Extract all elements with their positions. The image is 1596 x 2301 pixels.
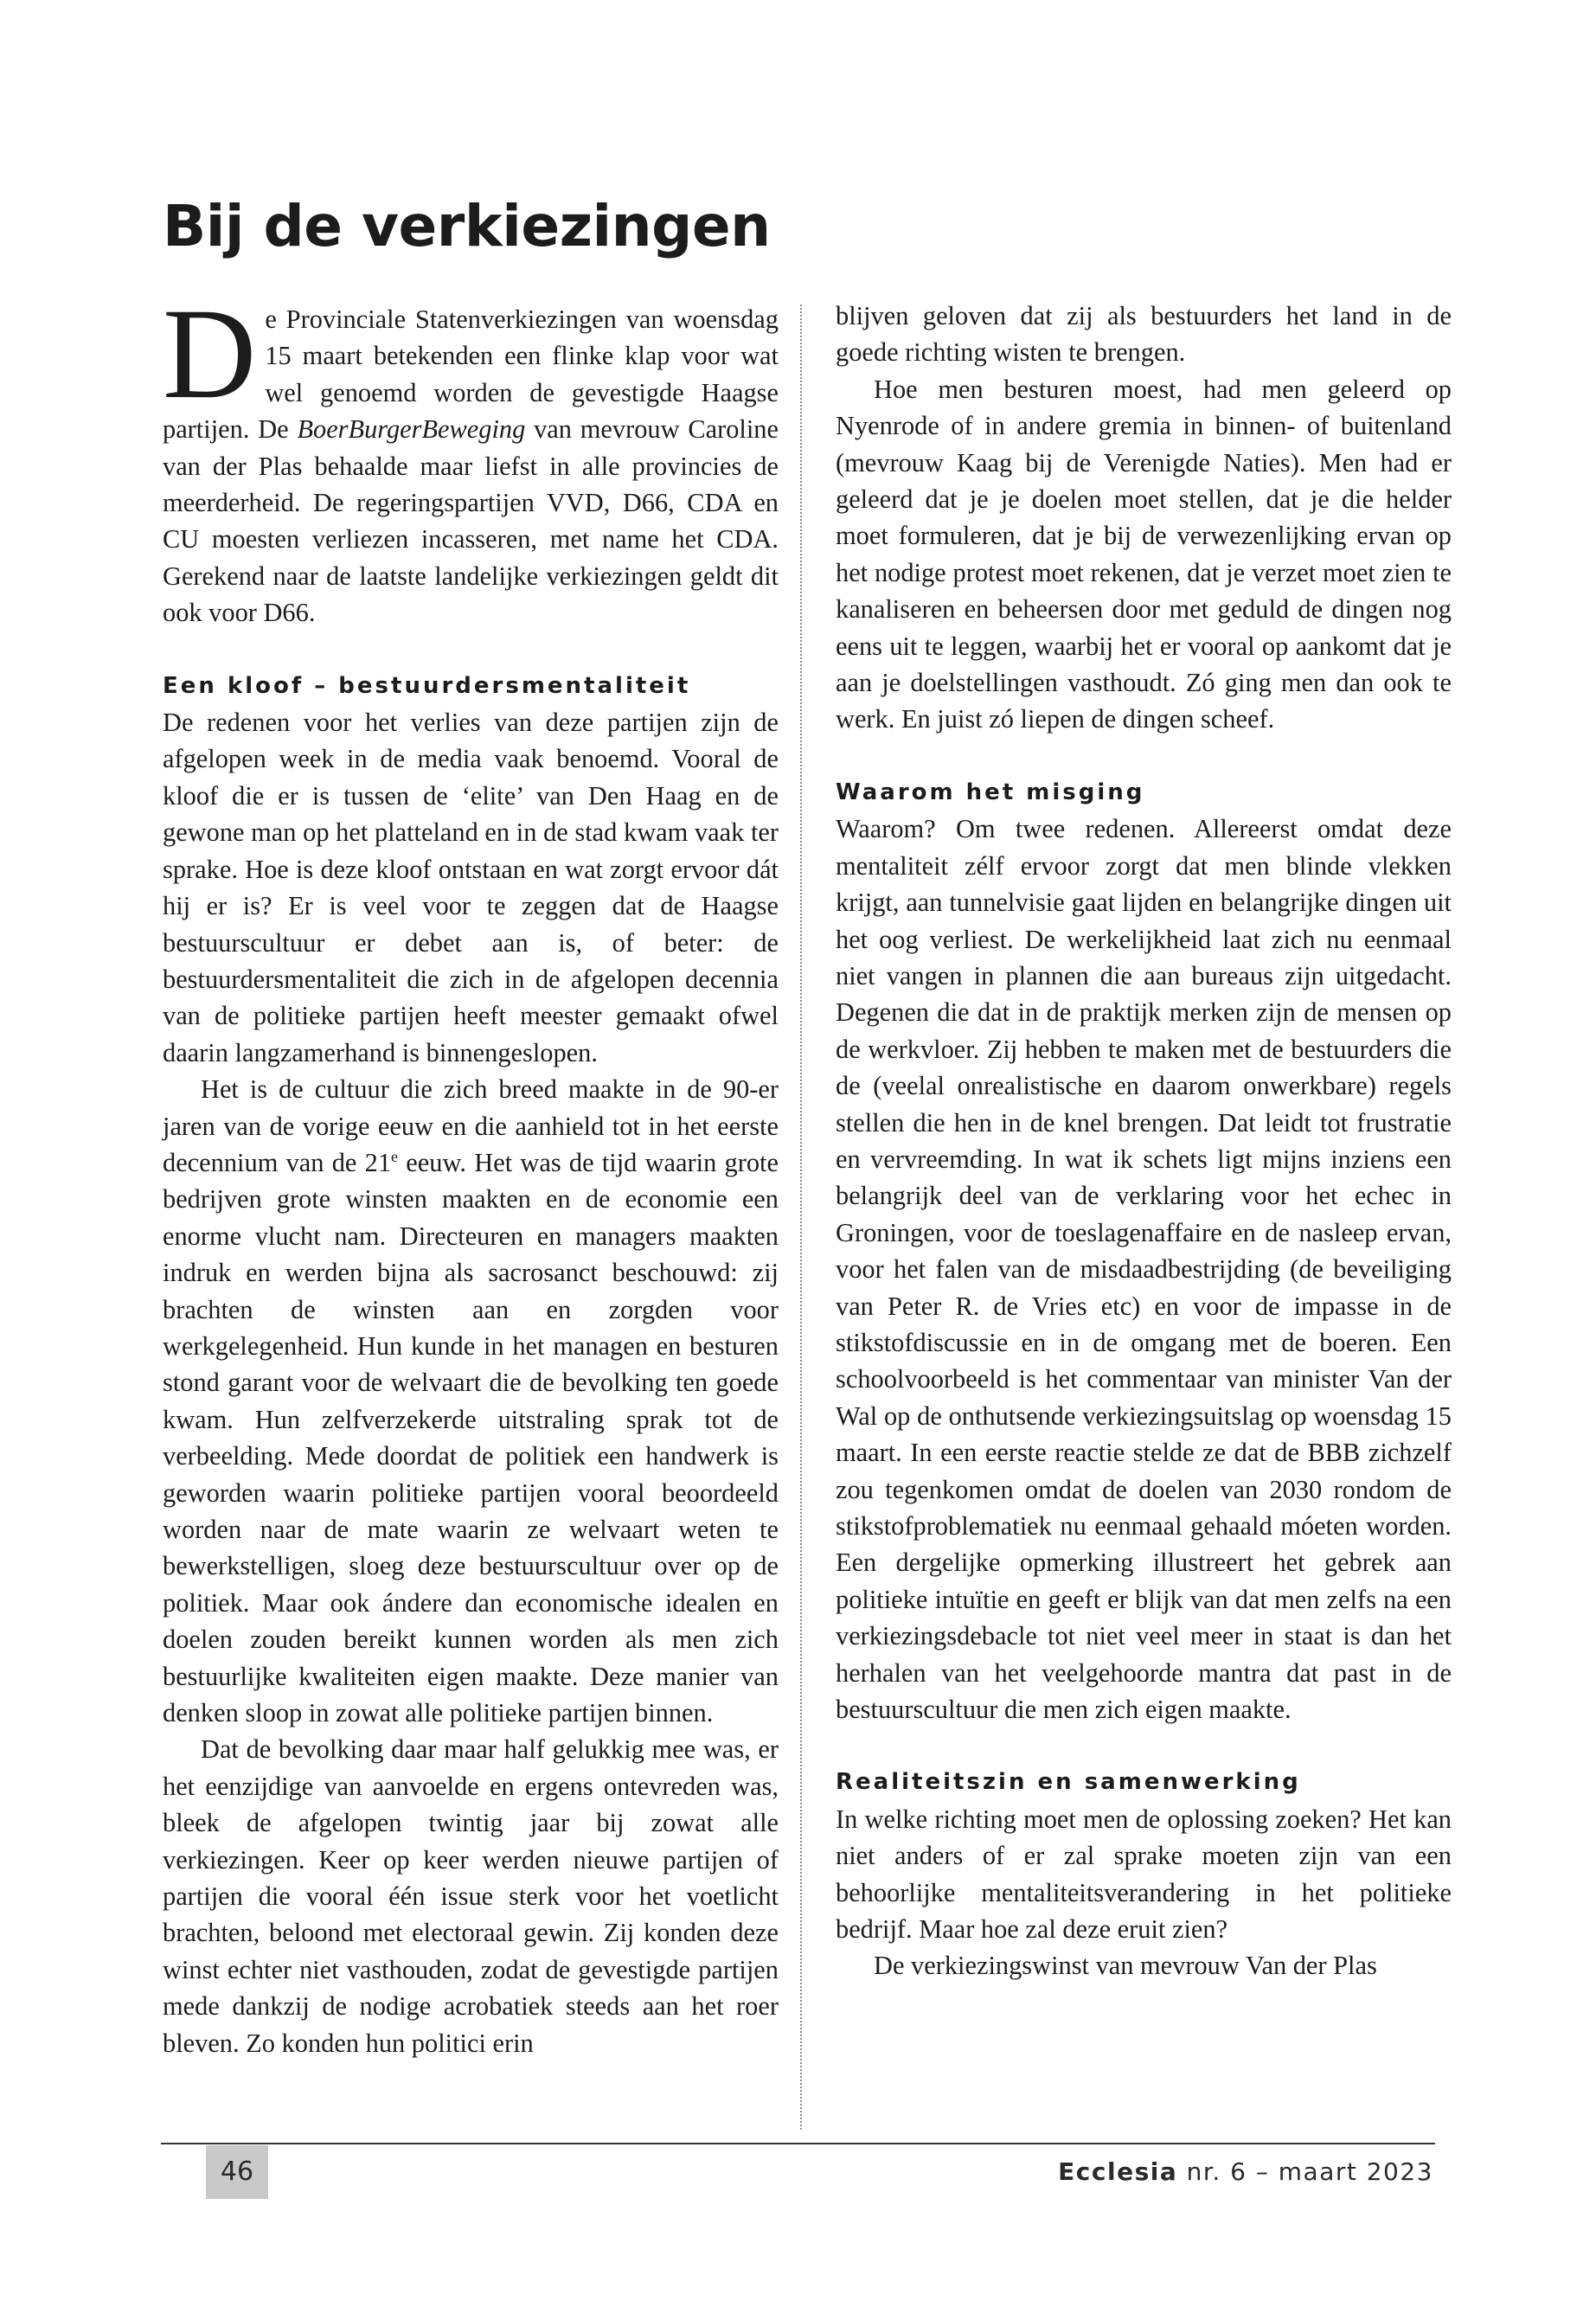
paragraph: Waarom? Om twee redenen. Allereerst omdat deze mentaliteit zélf ervoor zorgt dat men blinde vlekken krijgt, aan tunnelvisie gaat lijden en belangrijke dingen uit het oog verliest. De werkelijkheid laat zich nu eenmaal niet vangen in plannen die aan bureaus zijn uitgedacht. Degenen die dat in de praktijk merken zijn de mensen op de werkvloer. Zij hebben te maken met de bestuurders die de (veelal onrealistische en daarom onwerkbare) regels stellen die hen in de knel brengen. Dat leidt tot frustratie en vervreemding. In wat ik schets ligt mijns inziens een belangrijk deel van de verklaring voor het echec in Groningen, voor de toeslagenaffaire en de nasleep ervan, voor het falen van de misdaadbestrijding (de beveiliging van Peter R. de Vries etc) en voor de impasse in de stikstofdiscussie en in de omgang met de boeren. Een schoolvoorbeeld is het commentaar van minister Van der Wal op de onthutsende verkiezingsuitslag op woensdag 15 maart. In een eerste reactie stelde ze dat de BBB zichzelf zou tegenkomen omdat de doelen van 2030 rondom de stikstofproblematiek nu eenmaal gehaald móeten worden. Een dergelijke opmerking illustreert het gebrek aan politieke intuïtie en geeft er blijk van dat men zelfs na een verkiezingsdebacle tot niet veel meer in staat is dan het herhalen van het veelgehoorde mantra dat past in de bestuurscultuur die men zich eigen maakte. [836, 814, 1452, 1725]
section-heading-misging: Waarom het misging [836, 779, 1145, 805]
journal-name: Ecclesia [1058, 2157, 1178, 2186]
paragraph [163, 1071, 779, 1731]
left-column [163, 282, 779, 2061]
paragraph: De redenen voor het verlies van deze partijen zijn de afgelopen week in de media vaak benoemd. Vooral de kloof die er is tussen de ‘elite’ van Den Haag en de gewone man op het platteland en in de stad kwam vaak ter sprake. Hoe is deze kloof ontstaan en wat zorgt ervoor dát hij er is? Er is veel voor te zeggen dat de Haagse bestuurscultuur er debet aan is, of beter: de bestuurdersmentaliteit die zich in de afgelopen decennia van de politieke partijen heeft meester gemaakt ofwel daarin langzamerhand is binnengeslopen. [163, 708, 779, 1067]
intro-text-1: e Provinciale Statenverkiezingen van woensdag 15 maart betekenden een flinke klap voor wat wel genoemd worden de gevestigde Haagse partijen. De [163, 304, 779, 445]
column-divider [800, 304, 802, 2130]
journal-info [1058, 2145, 1433, 2199]
paragraph: De verkiezingswinst van mevrouw Van der Plas [874, 1951, 1377, 1981]
intro-party-name: BoerBurgerBeweging [297, 414, 526, 445]
paragraph: In welke richting moet men de oplossing zoeken? Het kan niet anders of er zal sprake moeten zijn van een behoorlijke mentaliteitsverandering in het politieke bedrijf. Maar hoe zal deze eruit zien? [836, 1804, 1452, 1945]
intro-text-2: van mevrouw Caroline van der Plas behaalde maar liefst in alle provincies de meerderheid. De regeringspartijen VVD, D66, CDA en CU moesten verliezen incasseren, met name het CDA. Gerekend naar de laatste landelijke verkiezingen geldt dit ook voor D66. [163, 414, 779, 628]
paragraph: Dat de bevolking daar maar half gelukkig mee was, er het eenzijdige van aanvoelde en ergens ontevreden was, bleek de afgelopen twintig jaar bij zowat alle verkiezingen. Keer op keer werden nieuwe partijen of partijen die vooral één issue sterk voor het voetlicht brachten, beloond met electoraal gewin. Zij konden deze winst echter niet vasthouden, zodat de gevestigde partijen mede dankzij de nodige acrobatiek steeds aan het roer bleven. Zo konden hun politici erin [163, 1734, 779, 2058]
paragraph-continued: blijven geloven dat zij als bestuurders het land in de goede richting wisten te brengen. [836, 301, 1452, 368]
right-column [836, 301, 1452, 1984]
section-heading-kloof: Een kloof – bestuurdersmentaliteit [163, 672, 691, 699]
footer-rule [161, 2143, 1435, 2144]
article-title: Bij de verkiezingen [163, 193, 771, 260]
paragraph-text: eeuw. Het was de tijd waarin grote bedrijven grote winsten maakten en de economie een enorme vlucht nam. Directeuren en managers maakten indruk en werden bijna als sacrosanct beschouwd: zij brachten de winsten aan en zorgden voor werkgelegenheid. Hun kunde in het managen en besturen stond garant voor de welvaart die de bevolking ten goede kwam. Hun zelfverzekerde uitstraling sprak tot de verbeelding. Mede doordat de politiek een handwerk is geworden waarin politieke partijen vooral beoordeeld worden naar de mate waarin ze welvaart weten te bewerkstelligen, sloeg deze bestuurscultuur over op de politiek. Maar ook ándere dan economische idealen en doelen zouden bereikt kunnen worden als men zich bestuurlijke kwaliteiten eigen maakte. Deze manier van denken sloop in zowat alle politieke partijen binnen. [163, 1147, 779, 1728]
intro-paragraph [163, 282, 779, 631]
drop-cap: D [163, 282, 257, 426]
paragraph-text: Het is de cultuur die zich breed maakte in de 90-er jaren van de vorige eeuw en die aanhield tot in het eerste decennium van de 21 [163, 1074, 779, 1177]
paragraph: Hoe men besturen moest, had men geleerd op Nyenrode of in andere gremia in binnen- of buitenland (mevrouw Kaag bij de Verenigde Naties). Men had er geleerd dat je je doelen moet stellen, dat je die helder moet formuleren, dat je bij de verwezenlijking ervan op het nodige protest moet rekenen, dat je verzet moet zien te kanaliseren en beheersen door met geduld de dingen nog eens uit te leggen, waarbij het er vooral op aankomt dat je aan je doelstellingen vasthoudt. Zó ging men dan ook te werk. En juist zó liepen de dingen scheef. [836, 374, 1452, 734]
superscript: e [391, 1147, 399, 1165]
journal-issue: nr. 6 – maart 2023 [1177, 2157, 1433, 2186]
section-heading-realiteitszin: Realiteitszin en samenwerking [836, 1769, 1301, 1796]
page-number: 46 [206, 2145, 268, 2199]
